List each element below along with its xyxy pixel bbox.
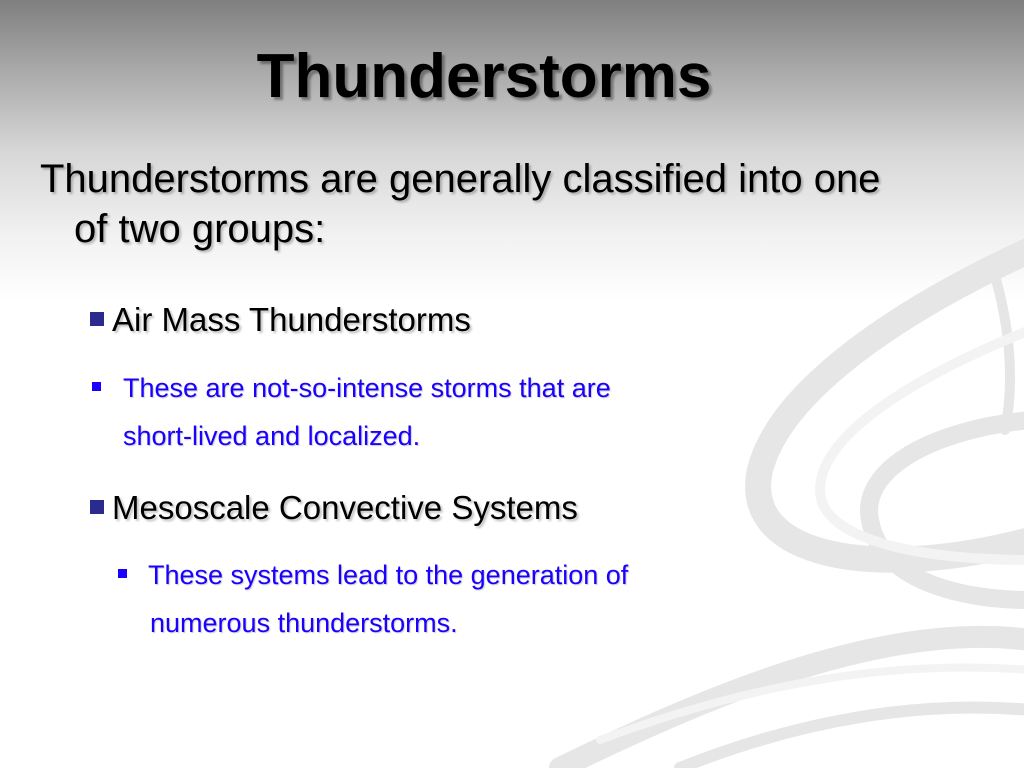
group-mesoscale-bullet: [90, 488, 578, 528]
intro-paragraph: [40, 154, 1010, 254]
square-bullet-icon: [90, 312, 104, 326]
group-air-mass-detail: [92, 364, 611, 460]
intro-line-1: Thunderstorms are generally classified into one: [40, 157, 881, 201]
intro-line-2: of two groups:: [74, 207, 326, 251]
square-bullet-icon: [90, 500, 104, 514]
group-air-mass-heading: Air Mass Thunderstorms: [112, 301, 471, 338]
small-square-bullet-icon: [92, 382, 101, 391]
group-mesoscale-detail-line-2: numerous thunderstorms.: [150, 608, 458, 638]
group-air-mass-bullet: [90, 300, 471, 340]
group-air-mass-detail-line-1: These are not-so-intense storms that are: [123, 373, 611, 403]
group-mesoscale-detail-line-1: These systems lead to the generation of: [148, 560, 629, 590]
small-square-bullet-icon: [118, 569, 127, 578]
group-mesoscale-detail: [118, 551, 628, 647]
group-air-mass-detail-line-2: short-lived and localized.: [123, 421, 421, 451]
group-mesoscale-heading: Mesoscale Convective Systems: [112, 489, 578, 526]
slide-title: Thunderstorms: [256, 42, 712, 111]
